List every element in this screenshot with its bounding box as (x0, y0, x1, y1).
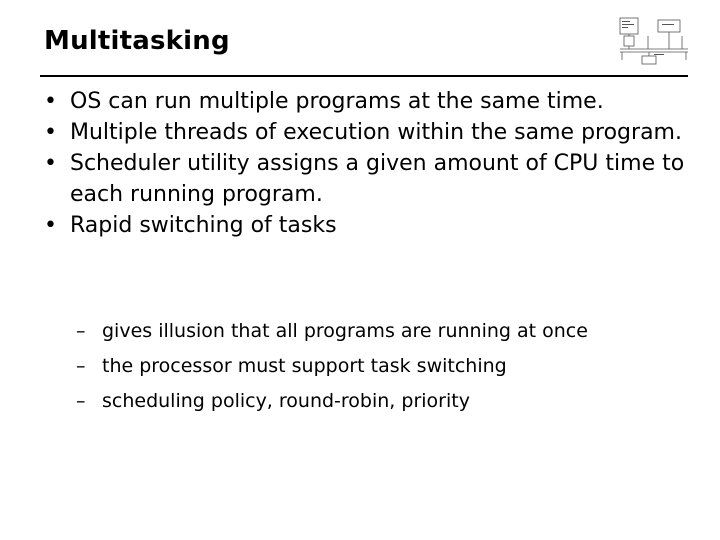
bullet-text: Scheduler utility assigns a given amount of CPU time to each running program. (70, 151, 685, 207)
sub-bullet-text: gives illusion that all programs are running at once (102, 320, 588, 342)
bullet-item (44, 117, 694, 148)
bullet-text: Rapid switching of tasks (70, 213, 337, 238)
bullet-item (44, 210, 694, 241)
sub-bullet-text: the processor must support task switching (102, 355, 507, 377)
bullet-dot: • (44, 89, 57, 114)
sub-bullet-item (76, 349, 696, 384)
bullet-dot: • (44, 120, 57, 145)
sub-bullet-item (76, 384, 696, 419)
sub-bullet-item (76, 314, 696, 349)
bullet-text: Multiple threads of execution within the same program. (70, 120, 682, 145)
computer-architecture-diagram-icon (618, 16, 690, 68)
bullet-dot: • (44, 151, 57, 176)
bullet-text: OS can run multiple programs at the same time. (70, 89, 604, 114)
sub-bullet-dash: – (76, 355, 86, 377)
bullet-list (44, 86, 694, 241)
bullet-item (44, 148, 694, 210)
sub-bullet-dash: – (76, 390, 86, 412)
title-divider (40, 75, 688, 77)
sub-bullet-text: scheduling policy, round-robin, priority (102, 390, 470, 412)
bullet-dot: • (44, 213, 57, 238)
slide-title: Multitasking (44, 26, 230, 56)
sub-bullet-dash: – (76, 320, 86, 342)
sub-bullet-list (76, 314, 696, 419)
bullet-item (44, 86, 694, 117)
